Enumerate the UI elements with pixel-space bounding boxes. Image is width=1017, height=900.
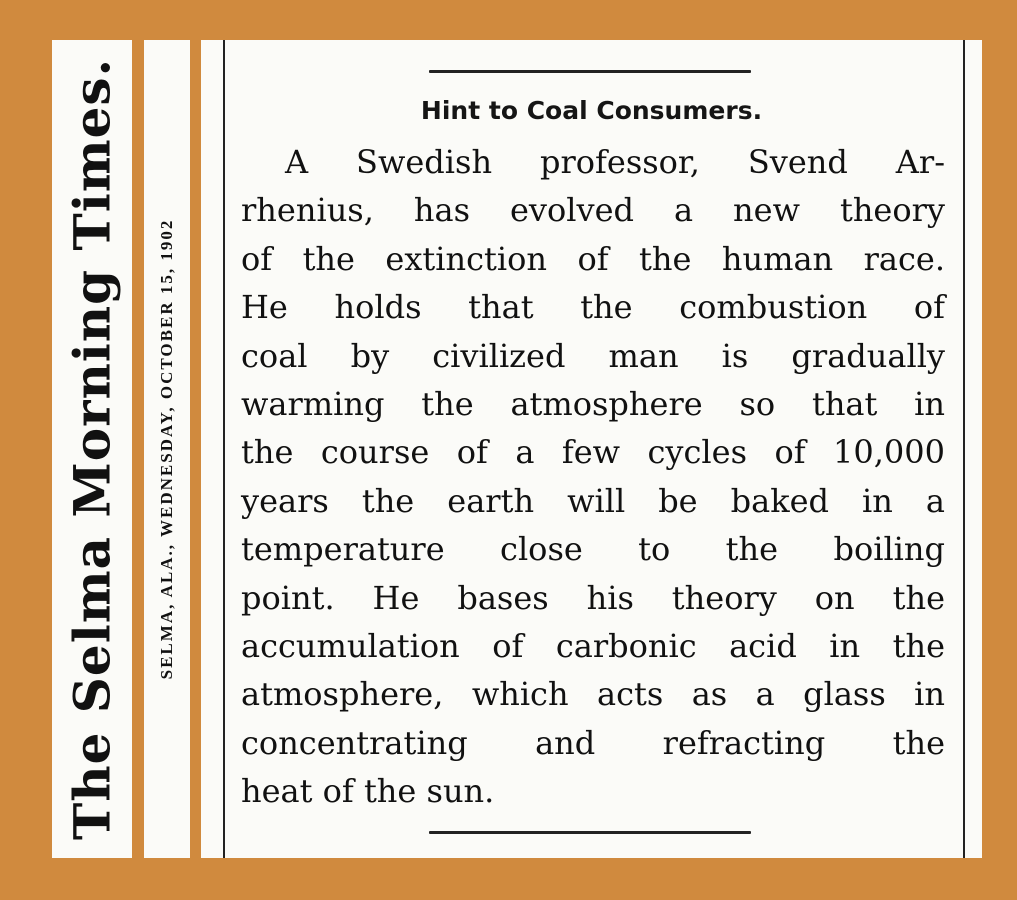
article-line: temperature close to the boiling [241, 530, 945, 569]
newspaper-title: The Selma Morning Times. [62, 58, 122, 840]
dateline-strip [144, 40, 190, 858]
article-line: accumulation of carbonic acid in the [241, 626, 945, 665]
article-line: the course of a few cycles of 10,000 [241, 433, 945, 472]
article-line: atmosphere, which acts as a glass in [241, 675, 945, 714]
article-line: concentrating and refracting the [241, 723, 945, 762]
article-line: He holds that the combustion of [241, 288, 945, 327]
article-headline: Hint to Coal Consumers. [420, 96, 763, 125]
article-body [241, 138, 945, 815]
column-rule-right [963, 40, 965, 858]
article-line: heat of the sun. [241, 772, 495, 811]
article-line: coal by civilized man is gradually [241, 336, 945, 375]
dateline: SELMA, ALA., WEDNESDAY, OCTOBER 15, 1902 [157, 218, 176, 680]
column-rule-left [223, 40, 225, 858]
article-line: years the earth will be baked in a [241, 481, 945, 520]
article-line: point. He bases his theory on the [241, 578, 945, 617]
masthead-strip [52, 40, 132, 858]
article-line: of the extinction of the human race. [241, 239, 945, 278]
article-line: rhenius, has evolved a new theory [241, 191, 945, 230]
article-clipping [201, 40, 982, 858]
top-divider [429, 70, 751, 73]
article-line: A Swedish professor, Svend Ar- [285, 143, 945, 181]
article-line: warming the atmosphere so that in [241, 384, 945, 423]
bottom-divider [429, 831, 751, 834]
